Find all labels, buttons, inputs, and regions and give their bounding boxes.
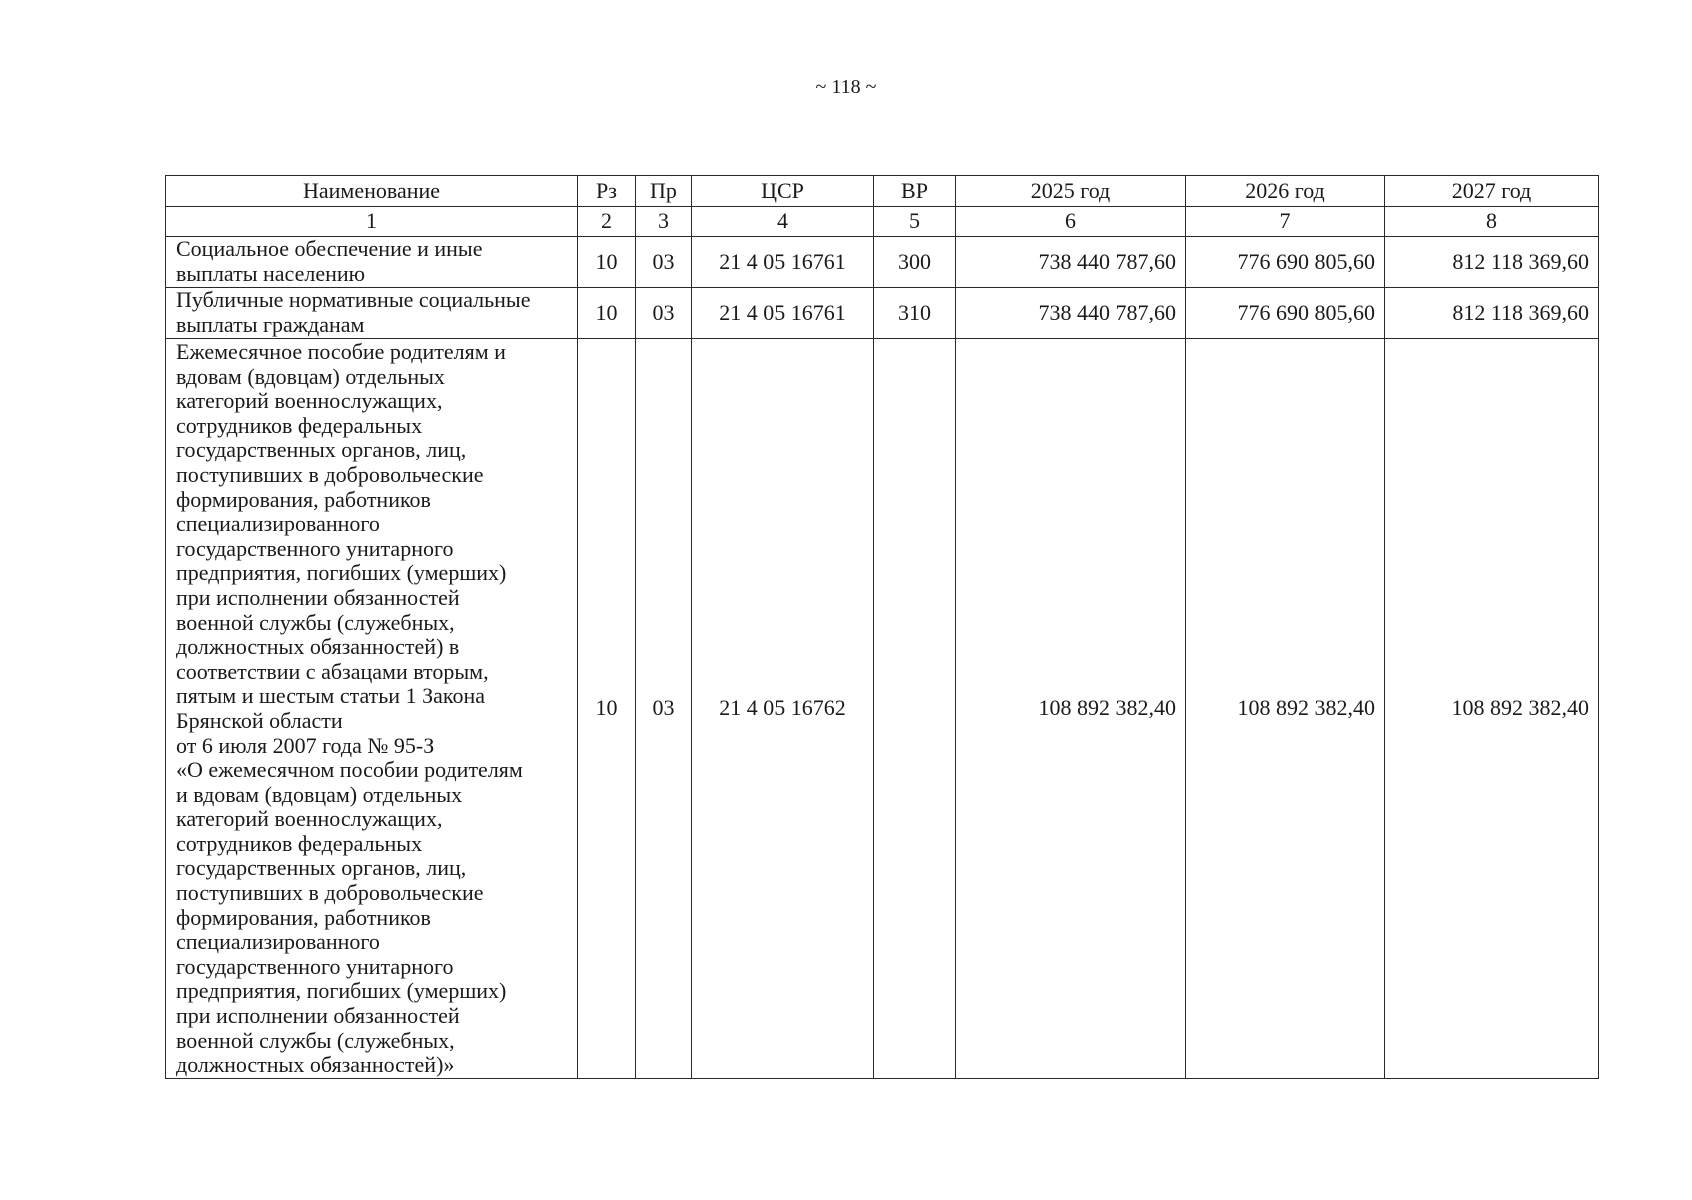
row-name-line: предприятия, погибших (умерших)	[176, 560, 507, 586]
row-amount-2027: 108 892 382,40	[1385, 339, 1599, 1079]
budget-table	[165, 175, 1599, 1079]
row-name-line: государственного унитарного	[176, 535, 454, 561]
row-amount-2025: 738 440 787,60	[956, 288, 1186, 339]
row-rz: 10	[578, 339, 636, 1079]
row-amount-2026: 776 690 805,60	[1186, 288, 1385, 339]
row-name-line: категорий военнослужащих,	[176, 388, 443, 414]
row-name-line: выплаты гражданам	[176, 312, 365, 337]
row-amount-2026: 776 690 805,60	[1186, 237, 1385, 288]
row-csr: 21 4 05 16761	[692, 288, 874, 339]
table-row	[166, 288, 1599, 339]
row-name-line: выплаты населению	[176, 261, 366, 286]
row-name	[166, 339, 578, 1079]
row-name-line: государственных органов, лиц,	[176, 437, 467, 463]
row-name-line: предприятия, погибших (умерших)	[176, 978, 507, 1004]
header-vr: ВР	[874, 176, 956, 207]
row-name-line: формирования, работников	[176, 904, 431, 930]
row-vr: 300	[874, 237, 956, 288]
header-csr: ЦСР	[692, 176, 874, 207]
row-amount-2026: 108 892 382,40	[1186, 339, 1385, 1079]
table-header-row	[166, 176, 1599, 207]
header-2025: 2025 год	[956, 176, 1186, 207]
row-amount-2025: 108 892 382,40	[956, 339, 1186, 1079]
row-name-line: при исполнении обязанностей	[176, 1003, 460, 1029]
header-pr: Пр	[636, 176, 692, 207]
row-name-line: Ежемесячное пособие родителям и	[176, 339, 506, 364]
row-name-line: должностных обязанностей) в	[176, 634, 460, 660]
row-amount-2027: 812 118 369,60	[1385, 237, 1599, 288]
row-name-line: при исполнении обязанностей	[176, 584, 460, 610]
row-name-line: военной службы (служебных,	[176, 609, 455, 635]
row-name-line: государственного унитарного	[176, 953, 454, 979]
column-number: 3	[636, 207, 692, 237]
row-csr: 21 4 05 16761	[692, 237, 874, 288]
row-name-line: военной службы (служебных,	[176, 1027, 455, 1053]
row-name-line: Социальное обеспечение и иные	[176, 236, 483, 262]
row-name	[166, 288, 578, 339]
row-name-line: от 6 июля 2007 года № 95-З	[176, 732, 435, 758]
row-name-line: Брянской области	[176, 707, 343, 733]
row-rz: 10	[578, 237, 636, 288]
table-row	[166, 237, 1599, 288]
row-name-line: Публичные нормативные социальные	[176, 287, 531, 313]
row-name-line: и вдовам (вдовцам) отдельных	[176, 781, 463, 807]
row-rz: 10	[578, 288, 636, 339]
row-name-line: специализированного	[176, 929, 380, 955]
column-numbers-row	[166, 207, 1599, 237]
row-name-line: соответствии с абзацами вторым,	[176, 658, 489, 684]
row-pr: 03	[636, 339, 692, 1079]
row-name-line: сотрудников федеральных	[176, 830, 423, 856]
row-name-line: вдовам (вдовцам) отдельных	[176, 363, 445, 389]
row-vr	[874, 339, 956, 1079]
row-pr: 03	[636, 288, 692, 339]
column-number: 2	[578, 207, 636, 237]
row-amount-2027: 812 118 369,60	[1385, 288, 1599, 339]
column-number: 1	[166, 207, 578, 237]
row-name-line: поступивших в добровольческие	[176, 880, 484, 906]
row-csr: 21 4 05 16762	[692, 339, 874, 1079]
row-vr: 310	[874, 288, 956, 339]
header-2027: 2027 год	[1385, 176, 1599, 207]
column-number: 4	[692, 207, 874, 237]
page-number: ~ 118 ~	[815, 76, 877, 98]
header-name: Наименование	[166, 176, 578, 207]
row-amount-2025: 738 440 787,60	[956, 237, 1186, 288]
row-pr: 03	[636, 237, 692, 288]
column-number: 5	[874, 207, 956, 237]
row-name-line: государственных органов, лиц,	[176, 855, 467, 881]
table-row	[166, 339, 1599, 1079]
row-name-line: «О ежемесячном пособии родителям	[176, 757, 523, 783]
row-name-line: специализированного	[176, 511, 380, 537]
column-number: 7	[1186, 207, 1385, 237]
column-number: 6	[956, 207, 1186, 237]
row-name-line: должностных обязанностей)»	[176, 1052, 455, 1078]
row-name-line: сотрудников федеральных	[176, 412, 423, 438]
header-2026: 2026 год	[1186, 176, 1385, 207]
row-name-line: пятым и шестым статьи 1 Закона	[176, 683, 485, 709]
row-name-line: формирования, работников	[176, 486, 431, 512]
row-name-line: поступивших в добровольческие	[176, 461, 484, 487]
row-name-line: категорий военнослужащих,	[176, 806, 443, 832]
header-rz: Рз	[578, 176, 636, 207]
column-number: 8	[1385, 207, 1599, 237]
row-name	[166, 237, 578, 288]
